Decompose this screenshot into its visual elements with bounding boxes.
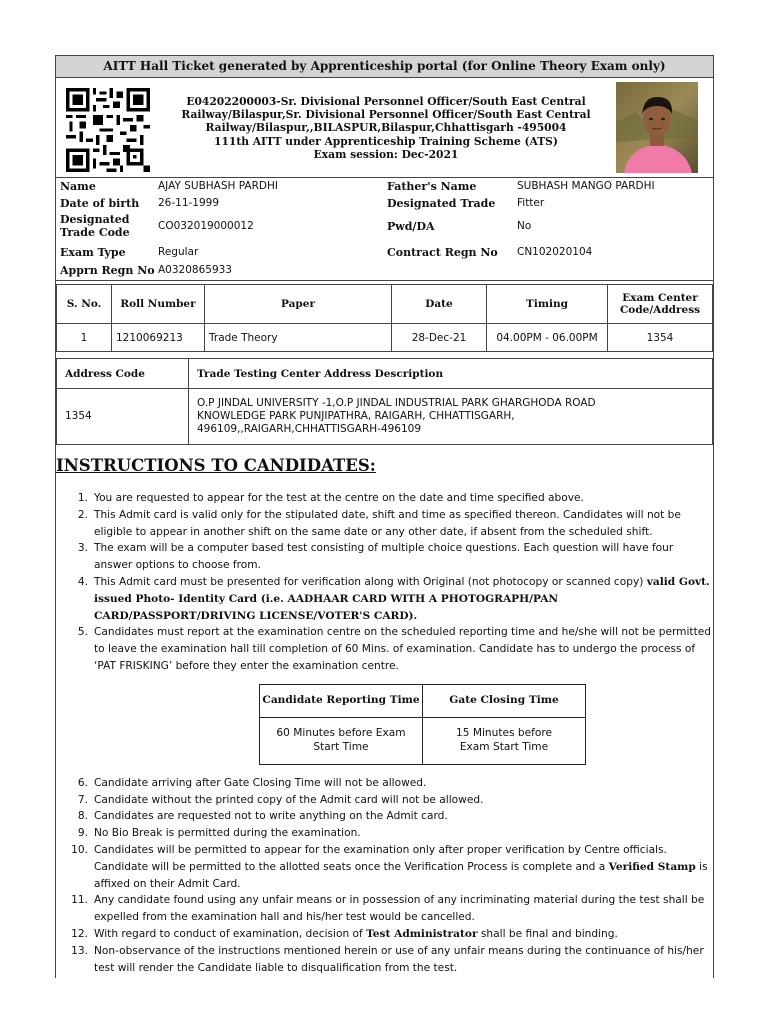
address-line-3: 496109,,RAIGARH,CHHATTISGARH-496109 [197,423,422,435]
qr-code [66,88,150,172]
list-item [56,624,713,764]
table-header-row [260,684,586,717]
item-text: Candidate arriving after Gate Closing Time will not be allowed. [94,776,427,789]
instructions-heading: INSTRUCTIONS TO CANDIDATES: [56,456,376,475]
item-number: 1. [77,492,88,504]
list-item [56,792,713,809]
cell-sno: 1 [57,324,112,352]
col-reporting-time: Candidate Reporting Time [260,684,423,717]
pwd-value: No [517,220,532,232]
document-title: AITT Hall Ticket generated by Apprenticeship portal (for Online Theory Exam only) [56,56,713,78]
pwd-label: Pwd/DA [387,220,435,233]
exam-title: 111th AITT under Apprenticeship Training Scheme (ATS) [214,134,558,148]
item-text: No Bio Break is permitted during the examination. [94,827,361,840]
item-number: 9. [77,827,88,840]
list-item [56,842,713,892]
gate-closing-line-1: 15 Minutes before [455,727,552,740]
contract-regn-no: CN102020104 [517,246,593,258]
hall-ticket [55,55,714,978]
reporting-time-table [259,684,586,765]
address-line-1: O.P JINDAL UNIVERSITY -1,O.P JINDAL INDUSTRIAL PARK GHARGHODA ROAD [197,397,596,409]
reporting-time-line-2: Start Time [313,740,369,753]
item-text-bold: Verified Stamp [608,860,696,873]
col-timing: Timing [487,285,608,324]
designated-trade: Fitter [517,197,545,209]
trade-code: CO032019000012 [158,220,254,232]
trade-code-label [60,213,130,239]
candidate-name: AJAY SUBHASH PARDHI [158,180,278,192]
item-text: is affixed on their Admit Card. [94,860,708,890]
col-exam-center [608,285,713,324]
cell-paper: Trade Theory [205,324,392,352]
item-text: Candidates are requested not to write anything on the Admit card. [94,810,448,823]
item-text: shall be final and binding. [477,927,618,940]
apprn-regn-no: A0320865933 [158,264,232,276]
list-item [56,943,713,977]
dob-label: Date of birth [60,197,140,210]
center-address-table [56,358,713,445]
date-of-birth: 26-11-1999 [158,197,220,209]
list-item [56,808,713,825]
apprn-label: Apprn Regn No [60,264,155,277]
cell-gate-closing [423,717,586,764]
list-item [56,775,713,792]
issuer-block [166,95,606,161]
col-address-code: Address Code [57,359,189,389]
list-item [56,490,713,507]
item-text: This Admit card must be presented for verification along with Original (not photocopy or scanned copy) [94,575,647,588]
item-text: This Admit card is valid only for the stipulated date, shift and time as specified thereon. Candidates will not be eligible to appear in another shift on the same date or any other date, if absent from the scheduled shift. [94,508,681,538]
item-text: Candidates will be permitted to appear for the examination only after proper verification by Centre officials. Candidate will be permitted to the allotted seats once the Verification Process is complete and a [94,843,667,873]
list-item [56,926,713,943]
item-number: 4. [77,575,88,588]
cell-date: 28-Dec-21 [392,324,487,352]
instructions-list [56,490,713,976]
candidate-photo [616,82,698,173]
item-number: 12. [71,927,88,940]
gate-closing-line-2: Exam Start Time [459,740,549,753]
trade-code-label-line-1: Designated [60,213,130,226]
list-item [56,540,713,574]
col-exam-center-line-2: Code/Address [619,304,701,316]
item-text: Candidate without the printed copy of the Admit card will not be allowed. [94,793,484,806]
item-number: 10. [71,843,88,856]
issuer-line-1: E04202200003-Sr. Divisional Personnel Officer/South East Central [186,95,586,108]
father-name: SUBHASH MANGO PARDHI [517,180,655,192]
col-gate-closing: Gate Closing Time [423,684,586,717]
cell-address-code: 1354 [57,389,189,445]
address-line-2: KNOWLEDGE PARK PUNJIPATHRA, RAIGARH, CHHATTISGARH, [197,410,515,422]
item-number: 7. [77,793,88,806]
trade-label: Designated Trade [387,197,496,210]
item-text: Candidates must report at the examination centre on the scheduled reporting time and he/she will not be permitted to leave the examination hall till completion of 60 Mins. of examination. Candidate has to undergo the process of ‘PAT FRISKING’ before they enter the examination centre. [94,626,711,672]
item-text: Non-observance of the instructions mentioned herein or use of any unfair means during the continuance of his/her test will render the Candidate liable to disqualification from the test. [94,944,704,974]
item-text: The exam will be a computer based test consisting of multiple choice questions. Each question will have four answer options to choose from. [94,542,674,572]
list-item [56,507,713,541]
col-paper: Paper [205,285,392,324]
col-roll-number: Roll Number [112,285,205,324]
issuer-line-3: Railway/Bilaspur,,BILASPUR,Bilaspur,Chhattisgarh -495004 [205,121,567,135]
trade-code-label-line-2: Trade Code [60,226,130,239]
item-text-bold: Test Administrator [366,927,478,940]
name-label: Name [60,180,96,193]
col-address-desc: Trade Testing Center Address Description [189,359,713,389]
col-date: Date [392,285,487,324]
table-row [260,717,586,764]
item-number: 8. [77,810,88,823]
col-sno: S. No. [57,285,112,324]
cell-timing: 04.00PM - 06.00PM [487,324,608,352]
table-row [57,389,713,445]
cell-reporting-time [260,717,423,764]
col-exam-center-line-1: Exam Center [622,292,698,304]
cell-center-code: 1354 [608,324,713,352]
reporting-time-line-1: 60 Minutes before Exam [276,727,406,740]
item-text: You are requested to appear for the test at the centre on the date and time specified above. [94,492,584,504]
item-text: With regard to conduct of examination, decision of [94,927,367,940]
exam-type: Regular [158,246,199,258]
cell-roll-number: 1210069213 [112,324,205,352]
list-item [56,574,713,624]
table-header-row [57,359,713,389]
table-row [57,324,713,352]
item-number: 6. [77,776,88,789]
item-number: 3. [77,542,88,555]
father-name-label: Father's Name [387,180,477,193]
item-number: 2. [77,508,88,521]
list-item [56,825,713,842]
ticket-header [56,78,713,178]
exam-session: Exam session: Dec-2021 [313,147,459,161]
item-number: 11. [71,894,88,907]
table-header-row [57,285,713,324]
contract-label: Contract Regn No [387,246,498,259]
item-number: 13. [71,944,88,957]
exam-schedule-table [56,284,713,352]
exam-type-label: Exam Type [60,246,126,259]
item-number: 5. [77,626,88,639]
list-item [56,892,713,926]
cell-address-desc [189,389,713,445]
item-text: Any candidate found using any unfair means or in possession of any incriminating material during the test shall be expelled from the examination hall and his/her test would be cancelled. [94,894,705,924]
item-text-bold: valid Govt. issued Photo- Identity Card (i.e. AADHAAR CARD WITH A PHOTOGRAPH/PAN CARD/PASSPORT/DRIVING LICENSE/VOTER'S CARD). [94,575,710,622]
issuer-line-2: Railway/Bilaspur,Sr. Divisional Personnel Officer/South East Central [181,108,591,122]
